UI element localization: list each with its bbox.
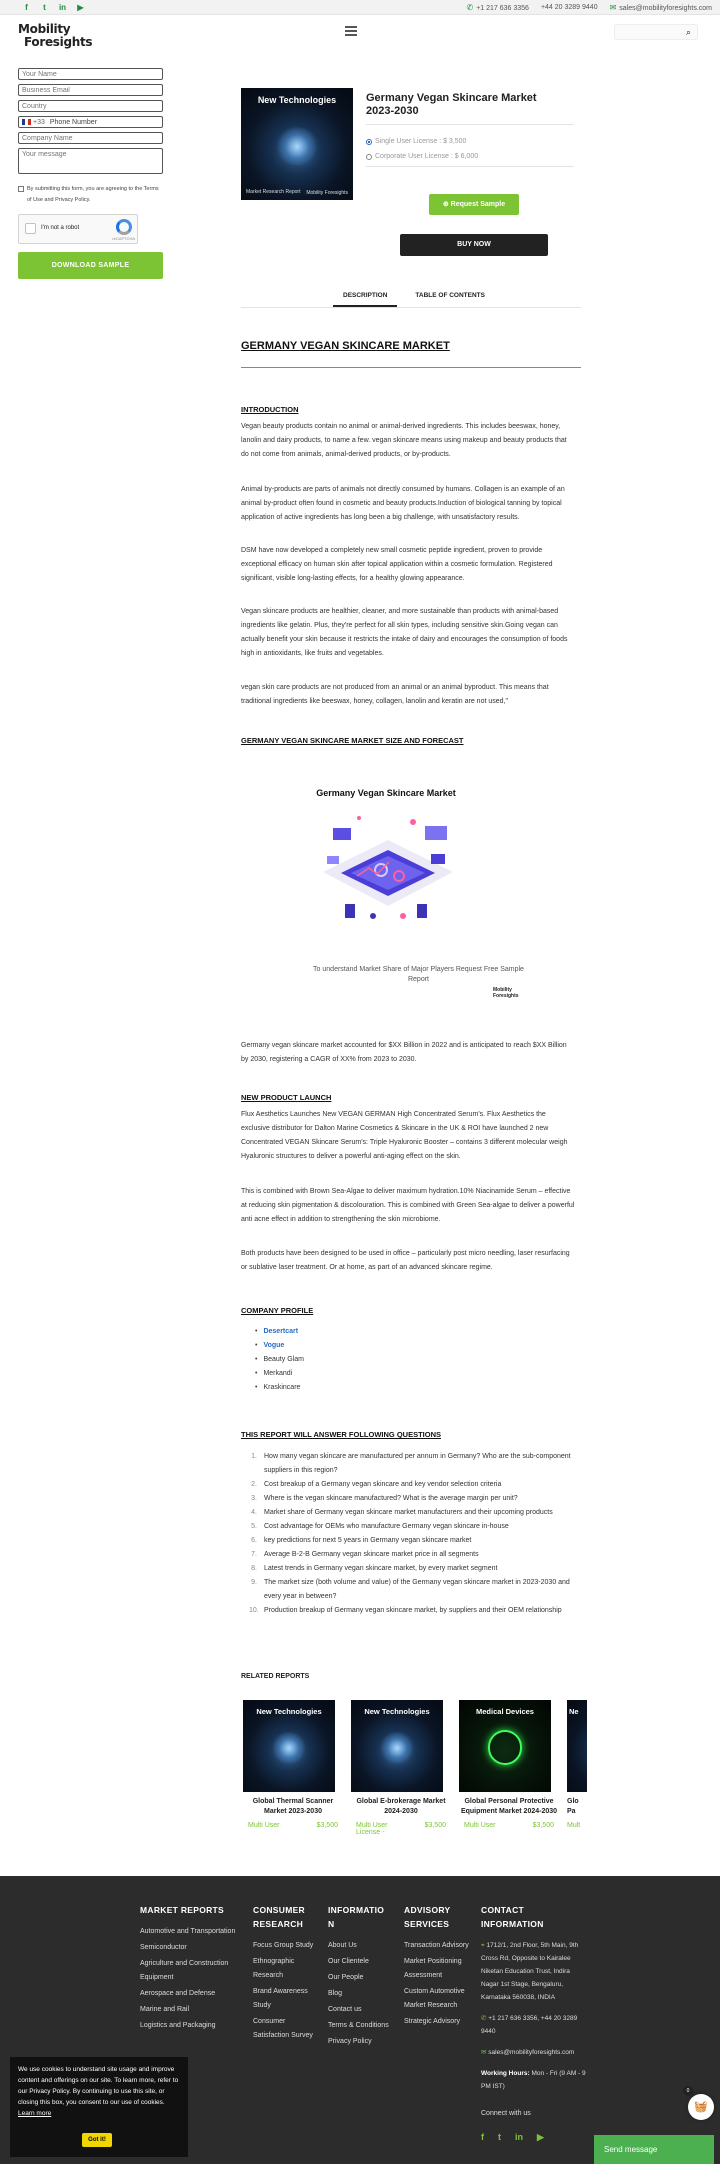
related-report-cover[interactable] (351, 1700, 443, 1792)
footer-link[interactable]: About Us (328, 1942, 357, 1949)
top-email[interactable] (610, 3, 712, 12)
infographic-title: Germany Vegan Skincare Market (316, 788, 456, 798)
france-flag-icon[interactable] (22, 119, 31, 125)
company-list (255, 1325, 304, 1395)
facebook-icon[interactable]: f (25, 3, 28, 12)
logo-line-1: Mobility (18, 22, 71, 36)
site-logo[interactable] (18, 23, 92, 49)
footer-link[interactable]: Custom Automotive Market Research (404, 1988, 465, 2009)
mail-icon: ✉ (609, 3, 617, 12)
top-contact (467, 3, 713, 12)
intro-paragraph-2: Animal by-products are parts of animals not directly consumed by humans. Collagen is an example of an animal by-product often found in cosmetic and beauty products.Induction of biological tanning by topical application of active ingredients has long been a big challenge, with unsatisfactory results. (241, 486, 565, 521)
recaptcha-icon (116, 219, 132, 235)
captcha-brand: reCAPTCHA (112, 236, 135, 241)
message-field[interactable] (18, 148, 163, 174)
linkedin-icon[interactable]: in (515, 2132, 523, 2142)
captcha-checkbox[interactable] (25, 223, 36, 234)
footer-link[interactable]: Automotive and Transportation (140, 1928, 236, 1935)
license-corporate-label: Corporate User License : $ 6,000 (375, 153, 479, 160)
site-header (0, 15, 720, 58)
heading-divider (241, 367, 581, 368)
market-size-heading: GERMANY VEGAN SKINCARE MARKET SIZE AND FORECAST (241, 736, 464, 745)
footer-link[interactable]: Terms & Conditions (328, 2022, 389, 2029)
related-report-cover[interactable] (459, 1700, 551, 1792)
social-links (22, 3, 85, 12)
footer-link[interactable]: Privacy Policy (328, 2038, 372, 2045)
footer-hours: Working Hours: Mon - Fri (9 AM - 9 PM IST) (481, 2070, 586, 2090)
footer-link[interactable]: Agriculture and Construction Equipment (140, 1960, 229, 1981)
phone-placeholder: Phone Number (49, 118, 97, 126)
footer-link[interactable]: Focus Group Study (253, 1942, 314, 1949)
footer-link[interactable]: Aerospace and Defense (140, 1990, 216, 1997)
twitter-icon[interactable]: t (43, 3, 46, 12)
footer-col-title: INFORMATION (328, 1905, 385, 1929)
email-field[interactable] (18, 84, 163, 96)
title-divider (366, 124, 574, 125)
cart-button[interactable] (688, 2094, 714, 2120)
linkedin-icon[interactable]: in (58, 3, 67, 12)
cookie-accept-button[interactable]: Got it! (82, 2133, 112, 2147)
company-item-kraskincare: • Kraskincare (255, 1384, 301, 1391)
footer-email[interactable]: ✉ sales@mobilityforesights.com (481, 2049, 575, 2056)
related-cover-title: Medical Devices (476, 1707, 534, 1716)
question-item: 5. Cost advantage for OEMs who manufacture Germany vegan skincare in-house (251, 1523, 509, 1530)
related-report-name[interactable]: Global Thermal Scanner Market 2023-2030 (252, 1798, 334, 1815)
footer-link[interactable]: Transaction Advisory (404, 1942, 469, 1949)
logo-line-2: Foresights (24, 35, 93, 49)
search-input[interactable] (614, 24, 698, 40)
footer-social-links (481, 2132, 586, 2143)
footer-contact-info (481, 1903, 586, 2143)
related-report-price: Mult (567, 1822, 581, 1829)
basket-icon: 🧺 (694, 2101, 708, 2113)
footer-link[interactable]: Semiconductor (140, 1944, 187, 1951)
question-item: 8. Latest trends in Germany vegan skincare market, by every market segment (251, 1565, 498, 1572)
related-report-cover[interactable] (243, 1700, 335, 1792)
intro-paragraph-5: vegan skin care products are not produced from an animal or an animal byproduct. This means that traditional ingredients like beeswax, honey, collagen, lanolin and keratin are not used," (241, 684, 549, 705)
product-cover-image (241, 88, 353, 200)
footer-link[interactable]: Market Positioning Assessment (404, 1958, 462, 1979)
launch-paragraph-1: Flux Aesthetics Launches New VEGAN GERMAN High Concentrated Serum's. Flux Aesthetics the exclusive distributor for Dalton Marine Cosmetics & Skincare in the UK & ROI have launched 2 new Concentrated VEGAN Skincare Serum's: Triple Hyaluronic Booster – contains 3 different molecular weigh Hyaluronic structures to deliver a powerful anti-aging effect on the skin. (241, 1111, 568, 1160)
related-report-name[interactable]: Glo Pa (567, 1798, 579, 1815)
tab-description[interactable]: DESCRIPTION (333, 289, 397, 307)
phone-field[interactable] (18, 116, 163, 128)
footer-link[interactable]: Our Clientele (328, 1958, 369, 1965)
related-reports-heading: RELATED REPORTS (241, 1673, 310, 1680)
infographic-isometric-illustration (313, 810, 463, 938)
intro-paragraph-3: DSM have now developed a completely new small cosmetic peptide ingredient, proven to provide exceptional efficacy on human skin after topical application within a cosmetic formulation. Registered significant, visible long-lasting effects, for a healthy glowing appearance. (241, 547, 553, 582)
request-sample-button[interactable] (429, 194, 519, 215)
footer-information (328, 1903, 390, 2049)
intro-heading: INTRODUCTION (241, 405, 299, 414)
related-report-price: Multi User $3,500 (464, 1822, 554, 1829)
related-report-cover[interactable] (567, 1700, 587, 1792)
license-corporate-radio[interactable] (366, 154, 372, 160)
cover-title: New Technologies (257, 95, 337, 105)
footer-col-title: ADVISORY SERVICES (404, 1905, 451, 1929)
related-report-card[interactable] (243, 1700, 343, 1829)
product-title: Germany Vegan Skincare Market 2023-2030 (366, 92, 537, 117)
footer-link[interactable]: Our People (328, 1974, 364, 1981)
company-profile-heading: COMPANY PROFILE (241, 1306, 314, 1315)
intro-paragraph-4: Vegan skincare products are healthier, cleaner, and more sustainable than products with animal-based ingredients like gelatin. Plus, they're perfect for all skin types, including sensitive skin.Going vegan can actually benefit your skin because it restricts the intake of dairy and encourages the consumption of foods high in antioxidants, like fruits and vegetables. (241, 608, 568, 657)
report-tabs (333, 289, 495, 307)
footer-link[interactable]: Consumer Satisfaction Survey (253, 2018, 313, 2039)
terms-checkbox[interactable] (18, 186, 24, 192)
terms-consent (18, 184, 163, 206)
license-single-label: Single User License : $ 3,500 (375, 138, 467, 145)
country-field[interactable] (18, 100, 163, 112)
footer-consumer-research (253, 1903, 323, 2043)
send-message-chat-button[interactable]: Send message (594, 2135, 714, 2164)
footer-connect-label: Connect with us (481, 2110, 531, 2117)
sample-request-form (18, 68, 163, 279)
cart-count-badge: 0 (683, 2086, 693, 2096)
footer-advisory-services (404, 1903, 470, 2029)
footer-col-title: CONTACT INFORMATION (481, 1905, 544, 1929)
footer-col-title: CONSUMER RESEARCH (253, 1905, 305, 1929)
question-item: 1. How many vegan skincare are manufactured per annum in Germany? Who are the sub-component suppliers in this region? (251, 1453, 571, 1474)
facebook-icon[interactable]: f (481, 2132, 484, 2142)
question-item: 7. Average B-2-B Germany vegan skincare market price in all segments (251, 1551, 479, 1558)
main-heading: GERMANY VEGAN SKINCARE MARKET (241, 340, 450, 352)
related-cover-title: Ne (569, 1707, 579, 1716)
footer-address: ⌖ 1712/1, 2nd Floor, 5th Main, 9th Cross Rd, Opposite to Kairalee Niketan Education Trust, Indira Nagar 1st Stage, Bengaluru, Karnataka 560038, INDIA (481, 1942, 579, 2001)
footer-phones[interactable]: ✆ +1 217 636 3356, +44 20 3289 9440 (481, 2015, 578, 2035)
mail-icon: ✉ (481, 2049, 489, 2056)
footer-link[interactable]: Blog (328, 1990, 343, 1997)
company-item-beauty-glam: • Beauty Glam (255, 1356, 304, 1363)
license-single-option[interactable] (366, 138, 466, 145)
location-icon: ⌖ (481, 1942, 487, 1949)
market-size-paragraph: Germany vegan skincare market accounted for $XX Billion in 2022 and is anticipated to reach $XX Billion by 2030, registering a CAGR of XX% from 2023 to 2030. (241, 1042, 567, 1063)
company-field[interactable] (18, 132, 163, 144)
top-phone-1-text: +1 217 636 3356 (476, 5, 529, 12)
related-cover-title: New Technologies (256, 1707, 322, 1716)
related-report-card[interactable] (351, 1700, 451, 1836)
related-report-name[interactable]: Global E-brokerage Market 2024-2030 (356, 1798, 446, 1815)
question-item: 9. The market size (both volume and value) of the Germany vegan skincare market in 2023-2030 and every year in between? (251, 1579, 570, 1600)
youtube-icon[interactable]: ▶ (77, 3, 84, 12)
infographic-caption[interactable]: To understand Market Share of Major Players Request Free Sample Report (313, 966, 524, 983)
footer-link[interactable]: Marine and Rail (140, 2006, 190, 2013)
question-item: 2. Cost breakup of a Germany vegan skincare and key vendor selection criteria (251, 1481, 502, 1488)
menu-icon[interactable] (345, 26, 357, 36)
search-icon[interactable]: ⌕ (685, 27, 691, 37)
youtube-icon[interactable]: ▶ (537, 2132, 544, 2142)
phone-code[interactable]: +33 (33, 118, 45, 126)
top-phone-2[interactable]: +44 20 3289 9440 (540, 4, 598, 11)
footer-link[interactable]: Ethnographic Research (253, 1958, 295, 1979)
footer-link[interactable]: Brand Awareness Study (253, 1988, 308, 2009)
cover-footer: Market Research Report (246, 189, 301, 195)
top-bar (0, 0, 720, 15)
terms-text: By submitting this form, you are agreeing to the Terms of Use and Privacy Policy. (27, 186, 159, 203)
question-item: 3. Where is the vegan skincare manufactured? What is the average margin per unit? (251, 1495, 518, 1502)
product-launch-heading: NEW PRODUCT LAUNCH (241, 1093, 332, 1102)
footer-market-reports (140, 1903, 240, 2033)
question-item: 10. Production breakup of Germany vegan skincare market, by suppliers and their OEM relationship (249, 1607, 562, 1614)
related-report-price: Multi User $3,500 (248, 1822, 338, 1829)
name-field[interactable] (18, 68, 163, 80)
recaptcha-widget (18, 214, 138, 244)
related-cover-title: New Technologies (364, 1707, 430, 1716)
download-sample-button[interactable]: DOWNLOAD SAMPLE (18, 252, 163, 279)
footer-col-title: MARKET REPORTS (140, 1905, 225, 1915)
related-report-price: Multi User License - $3,500 (356, 1822, 446, 1836)
twitter-icon[interactable]: t (498, 2132, 501, 2142)
tabs-divider (241, 307, 581, 308)
cookie-text: We use cookies to understand site usage and improve content and offerings on our site. To learn more, refer to our Privacy Policy. By continuing to use this site, or closing this box, you consent to our use of cookies. (18, 2066, 179, 2106)
questions-list (249, 1450, 577, 1618)
cookie-learn-more-link[interactable]: Learn more (18, 2110, 52, 2117)
cookie-banner (10, 2057, 188, 2157)
cover-logo: Mobility Foresights (306, 190, 348, 196)
footer-link[interactable]: Contact us (328, 2006, 362, 2013)
top-email-text: sales@mobilityforesights.com (619, 5, 712, 12)
top-phone-1[interactable] (467, 3, 529, 12)
request-sample-label: Request Sample (450, 201, 506, 208)
footer-link[interactable]: Strategic Advisory (404, 2018, 461, 2025)
phone-icon: ✆ (466, 3, 474, 12)
infographic-logo: Mobility Foresights (493, 987, 519, 999)
footer-link[interactable]: Logistics and Packaging (140, 2022, 216, 2029)
buy-now-button[interactable]: BUY NOW (400, 234, 548, 256)
launch-paragraph-2: This is combined with Brown Sea-Algae to deliver maximum hydration.10% Niacinamide Serum – effective at reducing skin pigmentation & discolouration. This is combined with Green Sea-algae to deliver a powerful anti acne effect in addition to strengthening the skin microbiome. (241, 1188, 575, 1223)
questions-heading: THIS REPORT WILL ANSWER FOLLOWING QUESTIONS (241, 1430, 441, 1439)
question-item: 6. key predictions for next 5 years in Germany vegan skincare market (251, 1537, 472, 1544)
captcha-label: I'm not a robot (41, 225, 80, 231)
company-item-vogue[interactable]: • Vogue (255, 1342, 285, 1349)
question-item: 4. Market share of Germany vegan skincare market manufacturers and their upcoming products (251, 1509, 553, 1516)
phone-icon: ✆ (481, 2015, 489, 2022)
plus-circle-icon: ⊕ (442, 201, 451, 208)
launch-paragraph-3: Both products have been designed to be used in office – particularly post micro needling, laser resurfacing or sublative laser treatment. Or at home, as part of an advanced skincare regime. (241, 1250, 570, 1271)
company-item-desertcart[interactable]: • Desertcart (255, 1328, 299, 1335)
intro-paragraph-1: Vegan beauty products contain no animal or animal-derived ingredients. This includes beeswax, honey, lanolin and dairy products, to name a few. vegan skincare means using makeup and beauty products that do not come from animals, animal-derived products, or by-products. (241, 423, 567, 458)
company-item-merkandi: • Merkandi (255, 1370, 293, 1377)
related-report-card[interactable] (459, 1700, 559, 1829)
license-corporate-option[interactable] (366, 153, 478, 160)
related-report-name[interactable]: Global Personal Protective Equipment Market 2024-2030 (460, 1798, 558, 1815)
tab-table-of-contents[interactable]: TABLE OF CONTENTS (415, 292, 485, 299)
related-report-card-partial[interactable] (567, 1700, 587, 1829)
cover-glow-graphic (275, 127, 320, 166)
license-divider (366, 166, 574, 167)
license-single-radio[interactable] (366, 139, 372, 145)
